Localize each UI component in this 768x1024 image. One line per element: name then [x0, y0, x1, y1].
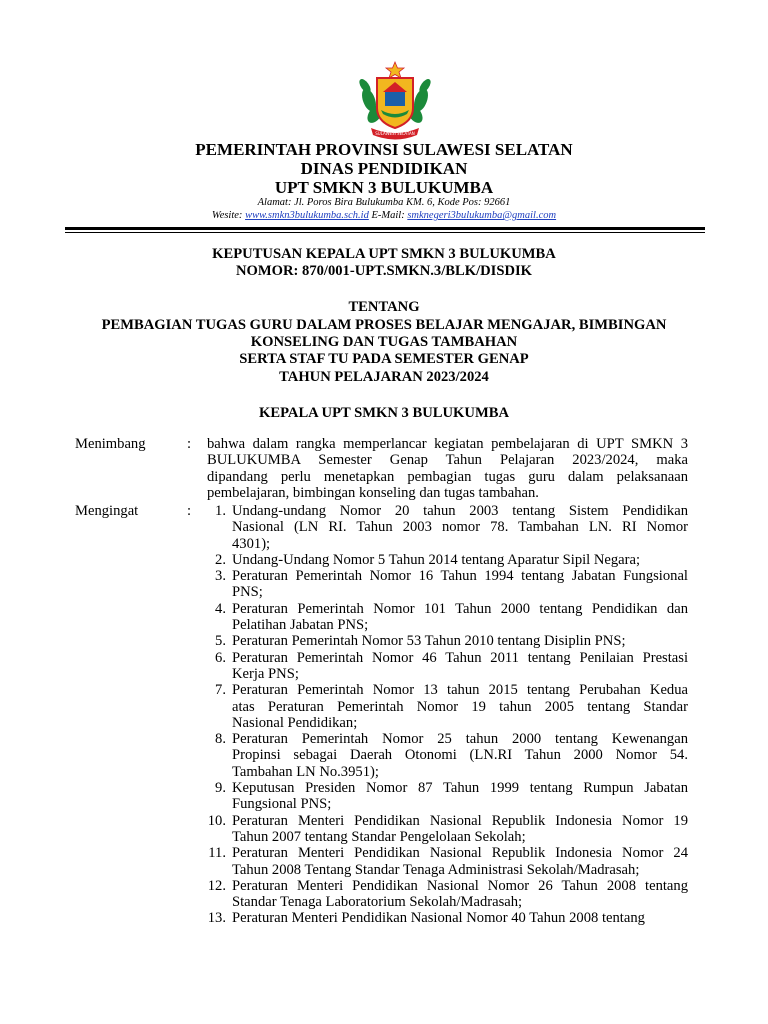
mengingat-item-line: 4301); [232, 535, 271, 552]
mengingat-item-number: 11. [208, 845, 226, 862]
mengingat-item-text [232, 601, 688, 634]
mengingat-item-line: Peraturan Menteri Pendidikan Nasional Nomor 40 Tahun 2008 tentang [232, 910, 645, 927]
letterhead-divider-thick [65, 227, 705, 230]
mengingat-item-text [232, 503, 688, 552]
mengingat-item-line: Fungsional PNS; [232, 796, 332, 813]
letterhead-school: UPT SMKN 3 BULUKUMBA [274, 178, 494, 197]
menimbang-text [207, 436, 688, 501]
decree-about: TENTANG [348, 299, 420, 315]
mengingat-item-number: 7. [215, 682, 226, 699]
mengingat-item-number: 4. [215, 600, 226, 617]
menimbang-colon: : [187, 436, 192, 452]
mengingat-item-number: 1. [215, 503, 226, 519]
mengingat-item [196, 650, 688, 683]
mengingat-item-line: Standar Tenaga Laboratorium Sekolah/Madrasah; [232, 894, 523, 911]
mengingat-item-line: Tahun 2008 Tentang Standar Tenaga Administrasi Sekolah/Madrasah; [232, 861, 640, 878]
decree-title: KEPUTUSAN KEPALA UPT SMKN 3 BULUKUMBA [212, 246, 556, 262]
emblem-graphic [355, 58, 435, 142]
mengingat-item-line: Peraturan Pemerintah Nomor 25 tahun 2000 tentang Kewenangan [232, 731, 688, 748]
mengingat-item-text [232, 780, 688, 813]
menimbang-line: bahwa dalam rangka memperlancar kegiatan pembelajaran di UPT SMKN 3 [207, 436, 688, 452]
emblem-ribbon-text: SULAWESI SELATAN [375, 131, 415, 136]
email-label: E-Mail: [371, 210, 405, 221]
mengingat-item-text [232, 731, 688, 780]
mengingat-item-line: atas Peraturan Pemerintah Nomor 19 tahun 2005 tentang Standar [232, 698, 688, 715]
mengingat-item-text [232, 813, 688, 846]
mengingat-item-line: Peraturan Menteri Pendidikan Nasional Republik Indonesia Nomor 19 [232, 812, 688, 829]
mengingat-item [196, 601, 688, 634]
mengingat-item-line: Peraturan Pemerintah Nomor 101 Tahun 2000 tentang Pendidikan dan [232, 600, 688, 617]
mengingat-item-number: 13. [207, 910, 226, 927]
mengingat-item-line: Peraturan Pemerintah Nomor 13 tahun 2015 tentang Perubahan Kedua [232, 682, 688, 699]
mengingat-item-line: PNS; [232, 584, 263, 601]
email-link[interactable]: smknegeri3bulukumba@gmail.com [407, 210, 557, 221]
decree-subject-line-3: SERTA STAF TU PADA SEMESTER GENAP [239, 351, 529, 367]
menimbang-line: pembelajaran, bimbingan konseling dan tugas tambahan. [207, 484, 539, 501]
mengingat-item [196, 633, 688, 649]
mengingat-item-line: Kerja PNS; [232, 665, 299, 682]
letterhead-address: Alamat: Jl. Poros Bira Bulukumba KM. 6, Kode Pos: 92661 [257, 197, 511, 208]
mengingat-item [196, 878, 688, 911]
mengingat-item-text [232, 650, 688, 683]
website-link[interactable]: www.smkn3bulukumba.sch.id [245, 210, 369, 221]
mengingat-item [196, 731, 688, 780]
mengingat-item [196, 682, 688, 731]
decree-subject-line-4: TAHUN PELAJARAN 2023/2024 [279, 369, 489, 385]
mengingat-item-line: Nasional Pendidikan; [232, 714, 358, 731]
menimbang-line: BULUKUMBA Semester Genap Tahun Pelajaran 2023/2024, maka [207, 452, 688, 469]
mengingat-item-line: Peraturan Pemerintah Nomor 53 Tahun 2010 tentang Disiplin PNS; [232, 633, 626, 650]
mengingat-item-number: 5. [215, 633, 226, 650]
mengingat-item-text [232, 845, 688, 878]
decree-issuer: KEPALA UPT SMKN 3 BULUKUMBA [258, 405, 509, 421]
decree-subject-line-2: KONSELING DAN TUGAS TAMBAHAN [250, 334, 518, 350]
mengingat-item-line: Pelatihan Jabatan PNS; [232, 617, 369, 634]
mengingat-item-number: 10. [207, 812, 226, 829]
mengingat-item [196, 813, 688, 846]
mengingat-item-number: 8. [215, 731, 226, 748]
letterhead-government: PEMERINTAH PROVINSI SULAWESI SELATAN [195, 140, 573, 159]
mengingat-item [196, 503, 688, 552]
mengingat-item [196, 910, 688, 926]
mengingat-item-number: 3. [215, 568, 226, 585]
letterhead-divider-thin [65, 232, 705, 233]
mengingat-item [196, 845, 688, 878]
province-emblem [355, 58, 435, 142]
mengingat-item-text [232, 878, 688, 911]
mengingat-label: Mengingat [75, 503, 139, 519]
mengingat-item [196, 568, 688, 601]
menimbang-line: dipandang perlu menetapkan pembagian tugas guru dalam pelaksanaan [207, 468, 688, 485]
mengingat-item-text [232, 910, 688, 926]
letterhead-agency: DINAS PENDIDIKAN [300, 159, 468, 178]
mengingat-item-line: Nasional (LN RI. Tahun 2003 nomor 78. Tambahan LN. RI Nomor [232, 519, 688, 536]
mengingat-item-line: Peraturan Menteri Pendidikan Nasional Nomor 26 Tahun 2008 tentang [232, 877, 688, 894]
mengingat-item-line: Undang-Undang Nomor 5 Tahun 2014 tentang Aparatur Sipil Negara; [232, 551, 641, 568]
mengingat-item-line: Peraturan Pemerintah Nomor 46 Tahun 2011 tentang Penilaian Prestasi [232, 649, 688, 666]
mengingat-item [196, 552, 688, 568]
mengingat-item-text [232, 633, 688, 649]
website-label: Wesite: [211, 210, 243, 221]
mengingat-item [196, 780, 688, 813]
mengingat-item-line: Keputusan Presiden Nomor 87 Tahun 1999 tentang Rumpun Jabatan [232, 780, 688, 797]
mengingat-item-number: 2. [215, 551, 226, 568]
mengingat-item-line: Undang-undang Nomor 20 tahun 2003 tentang Sistem Pendidikan [232, 503, 688, 519]
mengingat-item-text [232, 552, 688, 568]
letterhead-contact [0, 209, 768, 222]
decree-number: NOMOR: 870/001-UPT.SMKN.3/BLK/DISDIK [235, 263, 533, 279]
mengingat-item-number: 9. [215, 780, 226, 797]
mengingat-item-line: Peraturan Menteri Pendidikan Nasional Republik Indonesia Nomor 24 [232, 845, 688, 862]
menimbang-label: Menimbang [75, 436, 146, 452]
mengingat-item-line: Propinsi sebagai Daerah Otonomi (LN.RI Tahun 2000 Nomor 54. [232, 747, 688, 764]
mengingat-item-number: 12. [207, 877, 226, 894]
mengingat-item-line: Tahun 2007 tentang Standar Pengelolaan Sekolah; [232, 828, 526, 845]
mengingat-item-number: 6. [215, 649, 226, 666]
decree-subject-line-1: PEMBAGIAN TUGAS GURU DALAM PROSES BELAJAR MENGAJAR, BIMBINGAN [101, 317, 667, 333]
mengingat-colon: : [187, 503, 192, 519]
mengingat-list [196, 503, 688, 927]
mengingat-item-text [232, 568, 688, 601]
mengingat-item-text [232, 682, 688, 731]
mengingat-item-line: Peraturan Pemerintah Nomor 16 Tahun 1994 tentang Jabatan Fungsional [232, 568, 688, 585]
mengingat-item-line: Tambahan LN No.3951); [232, 763, 379, 780]
